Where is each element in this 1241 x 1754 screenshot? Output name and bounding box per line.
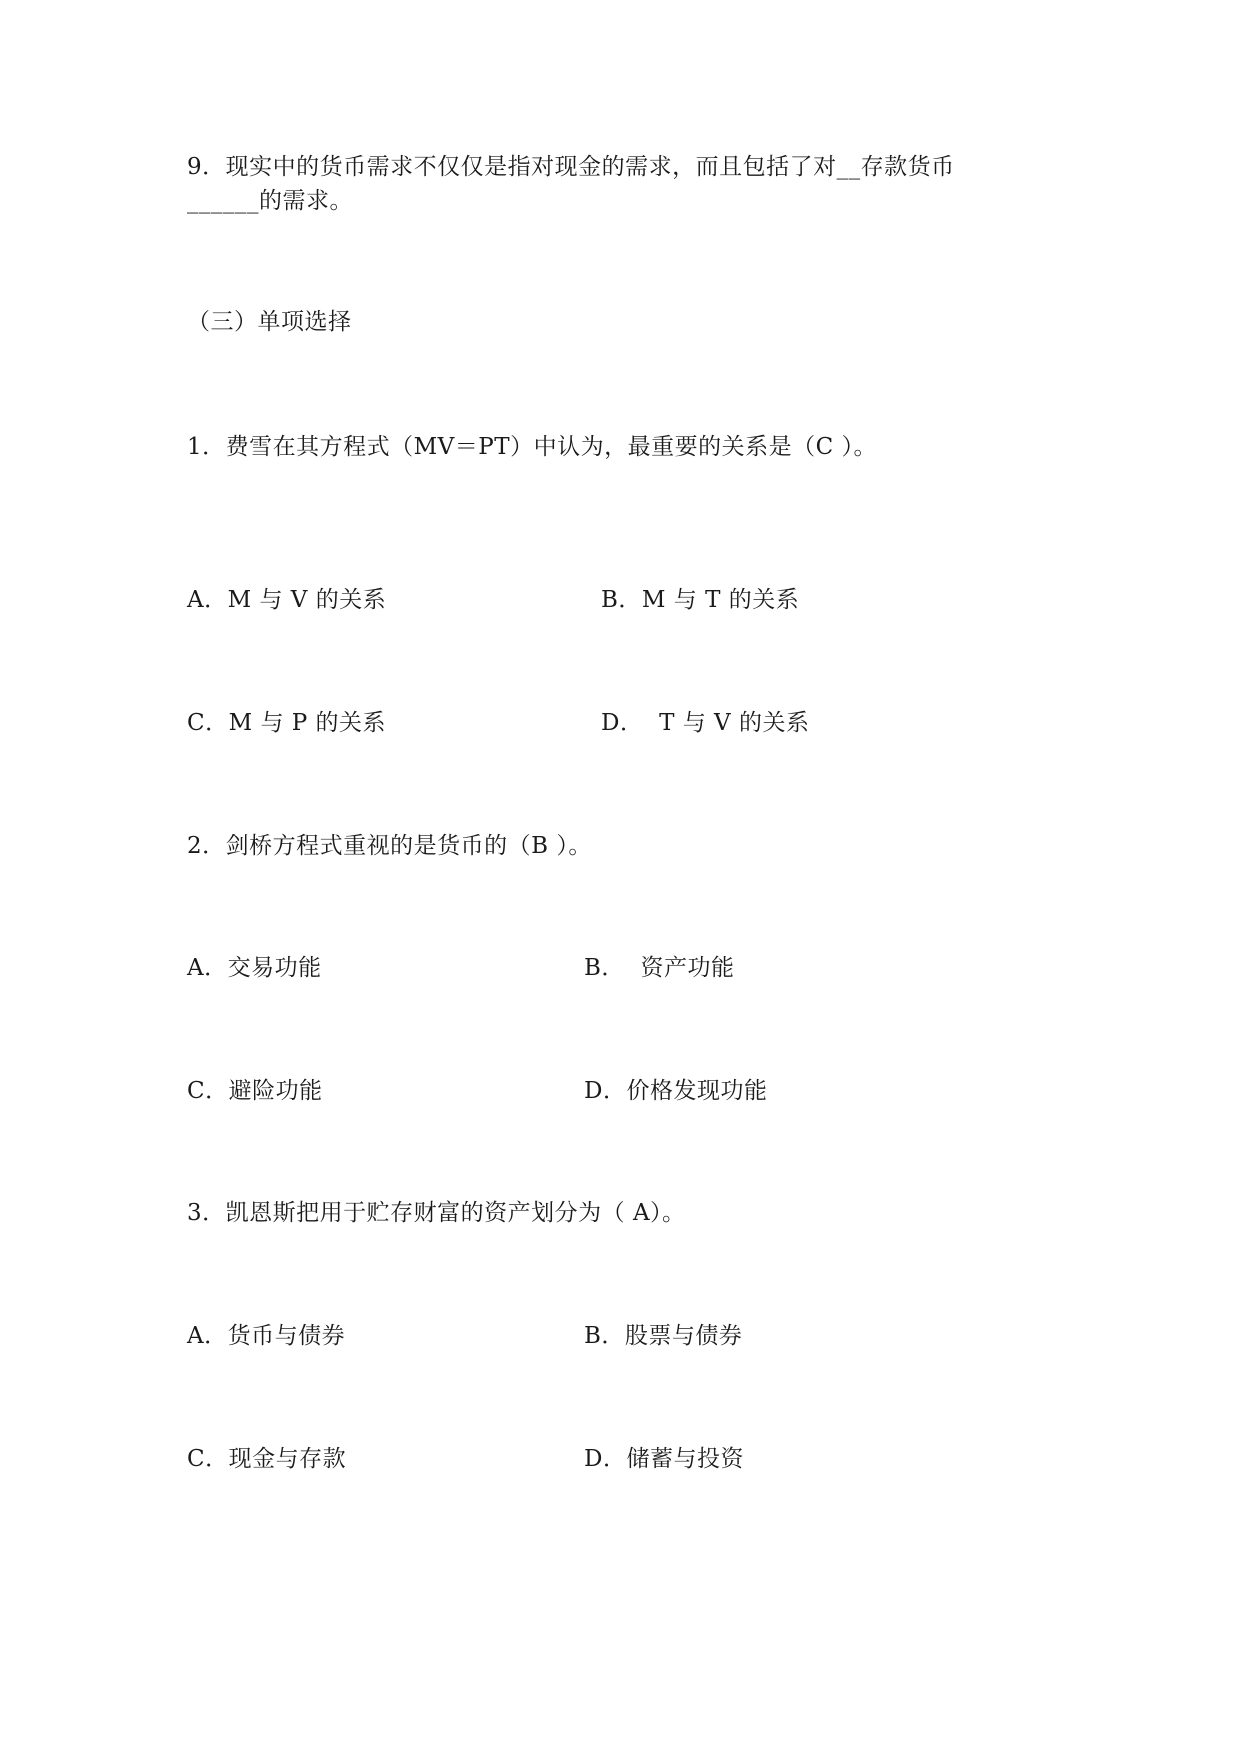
question-2-stem: 2．剑桥方程式重视的是货币的（B ）。: [187, 833, 592, 859]
question-3-option-c: C．现金与存款: [187, 1446, 347, 1472]
question-2-option-a: A．交易功能: [187, 955, 322, 981]
question-1-option-b: B．M 与 T 的关系: [601, 587, 800, 613]
question-2-option-d: D．价格发现功能: [584, 1078, 768, 1104]
question-9-line-1: 9．现实中的货币需求不仅仅是指对现金的需求，而且包括了对__存款货币: [187, 154, 955, 180]
question-3-stem: 3．凯恩斯把用于贮存财富的资产划分为（ A）。: [187, 1200, 686, 1226]
question-1-option-d: D． T 与 V 的关系: [601, 710, 810, 736]
section-title: （三）单项选择: [187, 309, 352, 335]
question-3-option-a: A．货币与债券: [187, 1323, 346, 1349]
question-3-option-d: D．储蓄与投资: [584, 1446, 744, 1472]
question-1-option-c: C．M 与 P 的关系: [187, 710, 387, 736]
question-2-option-c: C．避险功能: [187, 1078, 323, 1104]
question-9-line-2: ______的需求。: [187, 188, 353, 214]
question-3-option-b: B．股票与债券: [584, 1323, 743, 1349]
question-1-stem: 1．费雪在其方程式（MV＝PT）中认为，最重要的关系是（C ）。: [187, 434, 878, 460]
question-1-option-a: A．M 与 V 的关系: [187, 587, 387, 613]
question-2-option-b: B． 资产功能: [584, 955, 735, 981]
